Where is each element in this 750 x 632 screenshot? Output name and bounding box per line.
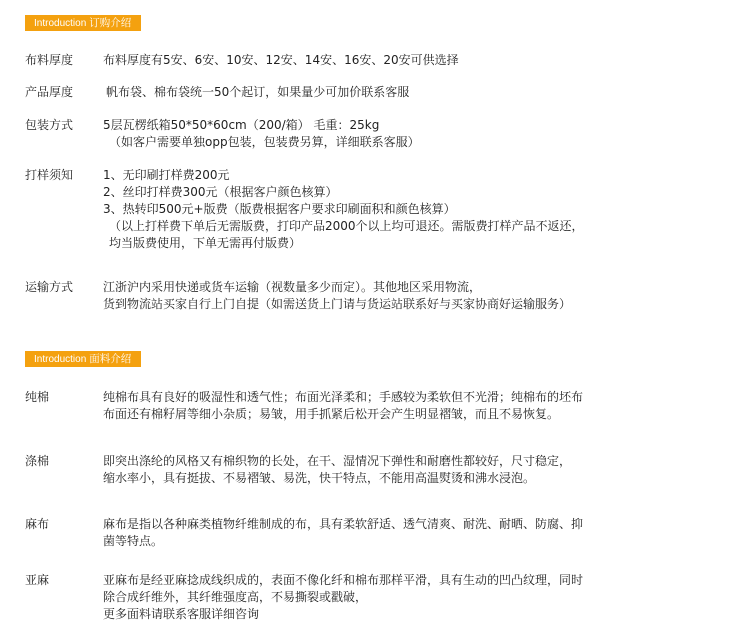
- row-line: （如客户需要单独opp包装，包装费另算，详细联系客服）: [109, 135, 420, 149]
- row-line: 均当版费使用，下单无需再付版费）: [109, 236, 302, 250]
- row-content: [103, 572, 583, 623]
- row-content: [103, 516, 583, 550]
- row-label: 亚麻: [25, 573, 50, 587]
- section-header-fabric: [25, 351, 141, 367]
- row-label: 产品厚度: [25, 85, 74, 99]
- row-label: 包装方式: [25, 118, 74, 132]
- row-line: 2、丝印打样费300元（根据客户颜色核算）: [103, 185, 338, 199]
- section-header-ordering: [25, 15, 141, 31]
- section-header-en: Introduction: [34, 18, 87, 29]
- row-label: 布料厚度: [25, 53, 74, 67]
- row-line: 除合成纤维外，其纤维强度高，不易撕裂或戳破，: [103, 590, 368, 604]
- row-line: 缩水率小，具有挺拔、不易褶皱、易洗，快干特点，不能用高温熨烫和沸水浸泡。: [103, 471, 536, 485]
- row-label: 运输方式: [25, 280, 74, 294]
- row-content: [103, 52, 459, 69]
- row-line: 布料厚度有5安、6安、10安、12安、14安、16安、20安可供选择: [103, 53, 459, 67]
- section-header-cn: 订购介绍: [89, 17, 132, 29]
- row-content: [103, 167, 584, 252]
- section-header-cn: 面料介绍: [89, 353, 132, 365]
- row-line: 更多面料请联系客服详细咨询: [103, 607, 260, 621]
- row-label: 涤棉: [25, 454, 50, 468]
- row-line: 菌等特点。: [103, 534, 164, 548]
- row-line: 5层瓦楞纸箱50*50*60cm（200/箱） 毛重：25kg: [103, 118, 380, 132]
- row-label: 麻布: [25, 517, 50, 531]
- row-line: 3、热转印500元+版费（版费根据客户要求印刷面积和颜色核算）: [103, 202, 456, 216]
- row-content: [103, 279, 571, 313]
- section-header-en: Introduction: [34, 354, 87, 365]
- row-line: 江浙沪内采用快递或货车运输（视数量多少而定）。其他地区采用物流，: [103, 280, 482, 294]
- row-content: [103, 117, 420, 151]
- row-label: 打样须知: [25, 168, 74, 182]
- row-line: （以上打样费下单后无需版费，打印产品2000个以上均可退还。需版费打样产品不返还，: [109, 219, 584, 233]
- row-line: 帆布袋、棉布袋统一50个起订，如果量少可加价联系客服: [106, 85, 410, 99]
- row-label: 纯棉: [25, 390, 50, 404]
- row-line: 1、无印刷打样费200元: [103, 168, 230, 182]
- row-content: [103, 389, 583, 423]
- row-line: 货到物流站买家自行上门自提（如需送货上门请与货运站联系好与买家协商好运输服务）: [103, 297, 572, 311]
- row-content: [103, 453, 571, 487]
- row-line: 麻布是指以各种麻类植物纤维制成的布，具有柔软舒适、透气清爽、耐洗、耐晒、防腐、抑: [103, 517, 584, 531]
- row-line: 布面还有棉籽屑等细小杂质；易皱，用手抓紧后松开会产生明显褶皱，而且不易恢复。: [103, 407, 560, 421]
- row-line: 即突出涤纶的风格又有棉织物的长处，在干、湿情况下弹性和耐磨性都较好，尺寸稳定，: [103, 454, 572, 468]
- row-line: 亚麻布是经亚麻捻成线织成的，表面不像化纤和棉布那样平滑，具有生动的凹凸纹理，同时: [103, 573, 584, 587]
- row-line: 纯棉布具有良好的吸湿性和透气性；布面光泽柔和；手感较为柔软但不光滑；纯棉布的坯布: [103, 390, 584, 404]
- row-content: [106, 84, 409, 101]
